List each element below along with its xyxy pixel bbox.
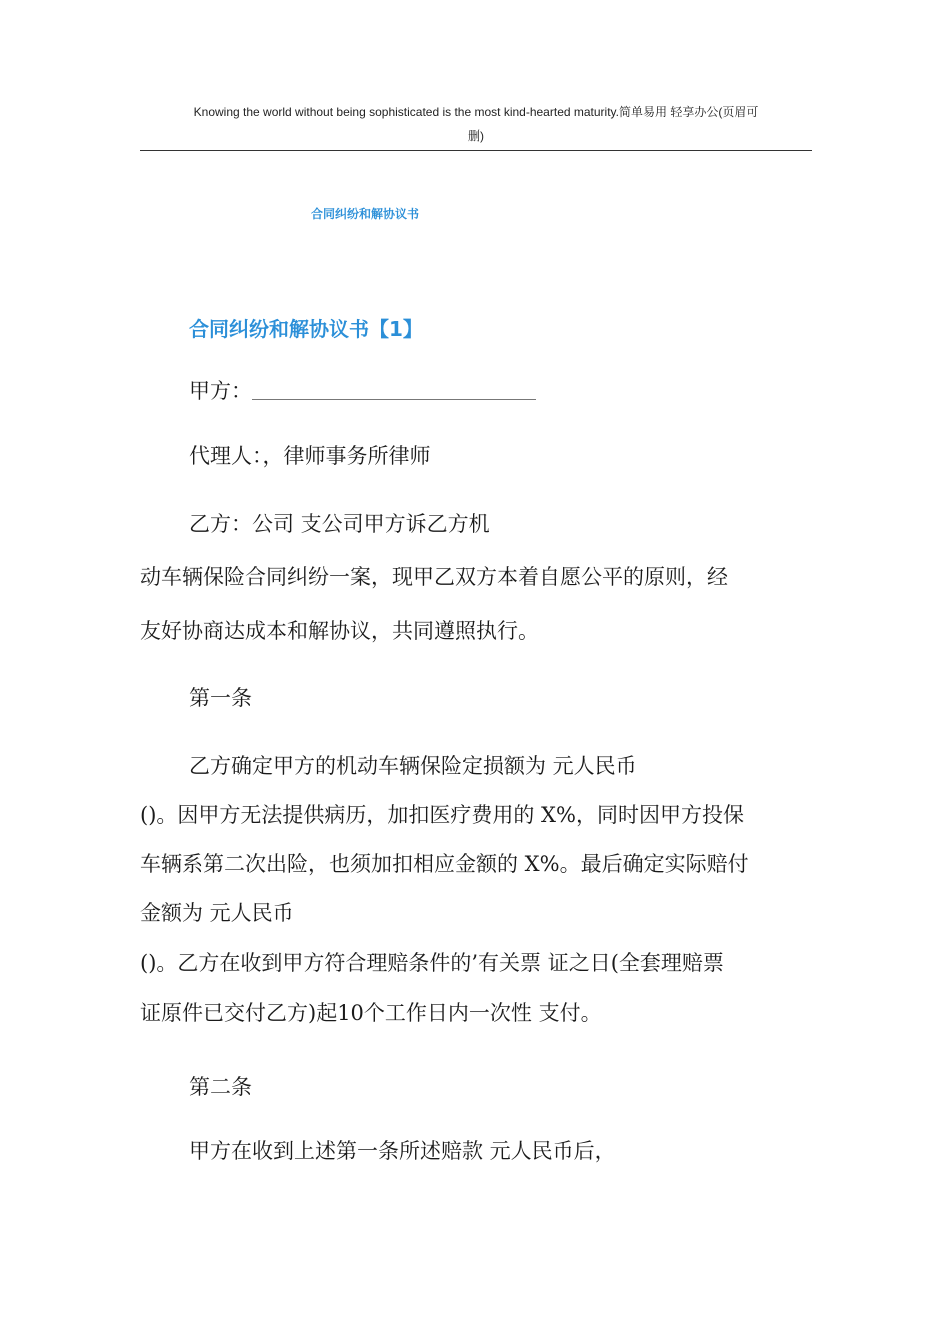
article-1-line-1: 乙方确定甲方的机动车辆保险定损额为 元人民币	[189, 754, 637, 778]
article-1-line-5: ()。乙方在收到甲方符合理赔条件的’有关票 证之日(全套理赔票	[140, 951, 724, 975]
article-2-title: 第二条	[189, 1075, 252, 1099]
article-1-title: 第一条	[189, 686, 252, 710]
agent-line: 代理人：，律师事务所律师	[189, 444, 431, 468]
header-text-line1: Knowing the world without being sophisticated is the most kind-hearted maturity.简单易用 轻享办公(页眉可	[193, 105, 759, 119]
party-b-line: 乙方：公司 支公司甲方诉乙方机	[189, 512, 490, 536]
party-a-line	[189, 375, 536, 407]
section-heading: 合同纠纷和解协议书【1】	[189, 317, 423, 341]
document-title: 合同纠纷和解协议书	[311, 207, 420, 221]
article-1-line-3: 车辆系第二次出险，也须加扣相应金额的 X%。最后确定实际赔付	[140, 852, 749, 876]
header-divider	[140, 150, 812, 151]
party-a-blank	[252, 379, 536, 400]
intro-line-2: 友好协商达成本和解协议，共同遵照执行。	[140, 619, 539, 643]
header-text-line2: 删)	[468, 129, 484, 143]
article-1-line-6: 证原件已交付乙方)起10个工作日内一次性 支付。	[140, 1001, 602, 1025]
article-1-line-4: 金额为 元人民币	[140, 901, 294, 925]
article-1-line-2: ()。因甲方无法提供病历，加扣医疗费用的 X%，同时因甲方投保	[140, 803, 744, 827]
intro-line-1: 动车辆保险合同纠纷一案，现甲乙双方本着自愿公平的原则，经	[140, 565, 728, 589]
party-a-label: 甲方：	[189, 379, 252, 403]
page-header	[140, 100, 812, 148]
article-2-line-1: 甲方在收到上述第一条所述赔款 元人民币后，	[189, 1139, 616, 1163]
